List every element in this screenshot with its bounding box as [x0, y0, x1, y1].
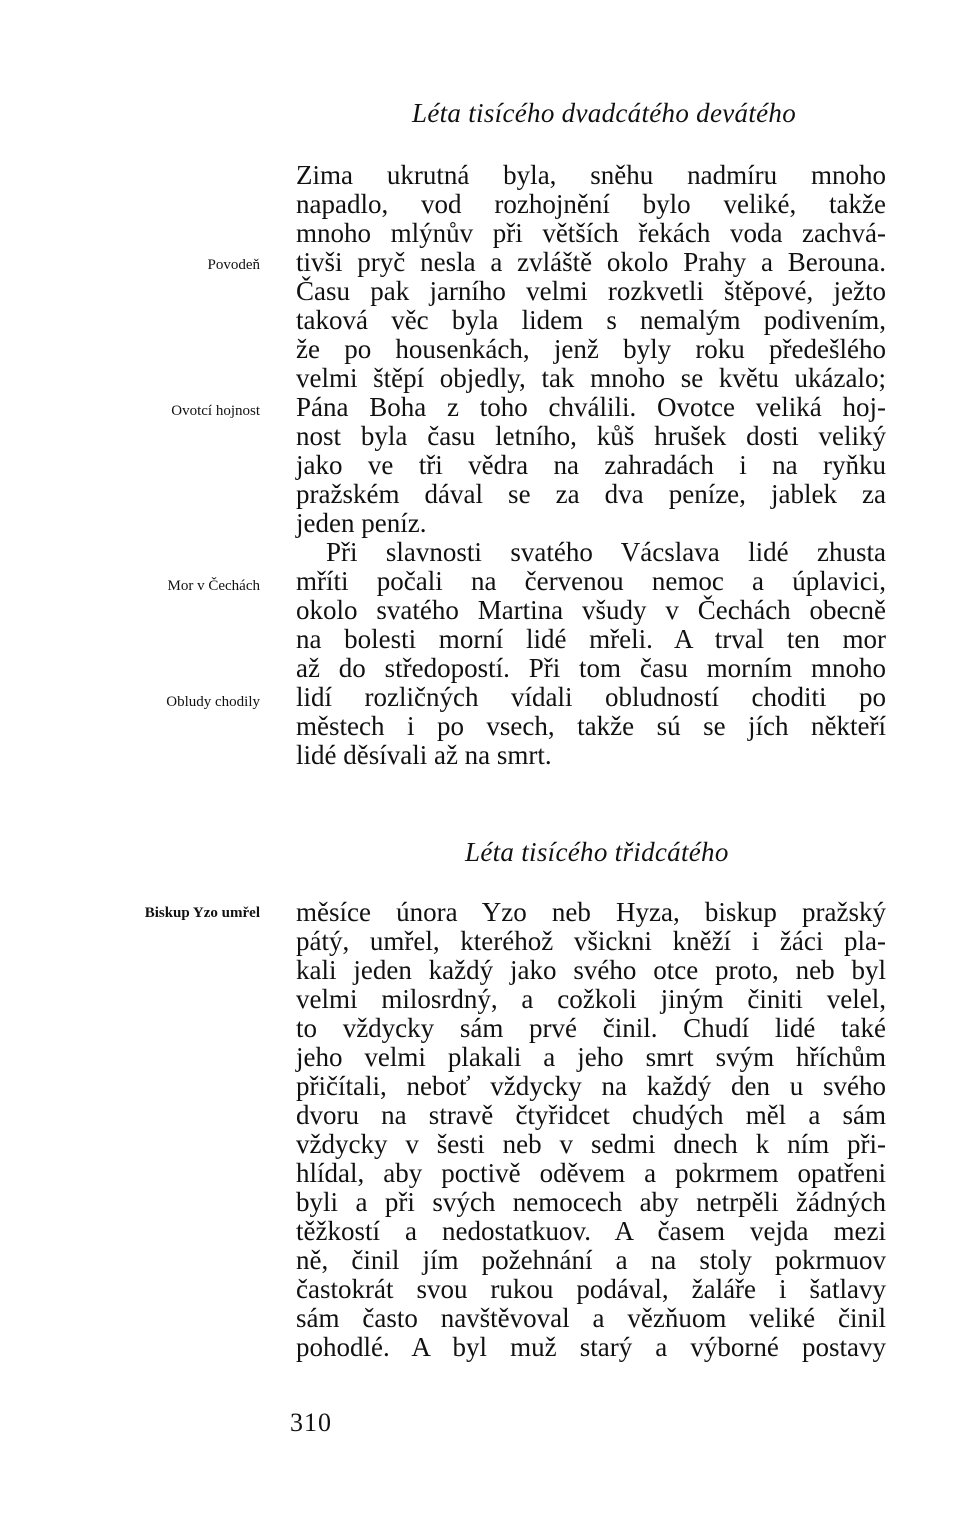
text-line: dvoru na stravě čtyřidcet chudých měl a sám — [296, 1100, 886, 1130]
text-line: taková věc byla lidem s nemalým podivením, — [296, 305, 886, 335]
margin-note-ovotci-hojnost: Ovotcí hojnost — [171, 403, 260, 419]
text-line: častokrát svou rukou podával, žaláře i šatlavy — [296, 1274, 886, 1304]
text-line: kali jeden každý jako svého otce proto, neb byl — [296, 955, 886, 985]
text-line: nost byla času letního, kůš hrušek dosti veliký — [296, 421, 886, 451]
text-line: pohodlé. A byl muž starý a výborné postavy — [296, 1332, 886, 1362]
text-line: těžkostí a nedostatkuov. A časem vejda mezi — [296, 1216, 886, 1246]
text-line: velmi štěpí objedly, tak mnoho se květu ukázalo; — [296, 363, 886, 393]
text-line: jeho velmi plakali a jeho smrt svým hříchům — [296, 1042, 886, 1072]
text-line: okolo svatého Martina všudy v Čechách obecně — [296, 595, 886, 625]
text-line: napadlo, vod rozhojnění bylo veliké, takže — [296, 189, 886, 219]
margin-note-obludy: Obludy chodily — [166, 694, 260, 710]
text-line: velmi milosrdný, a cožkoli jiným činiti velel, — [296, 984, 886, 1014]
text-line: hlídal, aby poctivě oděvem a pokrmem opatřeni — [296, 1158, 886, 1188]
text-line: jeden peníz. — [296, 508, 427, 538]
text-line: byli a při svých nemocech aby netrpěli žádných — [296, 1187, 886, 1217]
text-line: mříti počali na červenou nemoc a úplavici, — [296, 566, 886, 596]
text-line: městech i po vsech, takže sú se jích někteří — [296, 711, 886, 741]
section-heading-1030: Léta tisícého třidcátého — [465, 837, 729, 867]
text-line: Času pak jarního velmi rozkvetli štěpové, ježto — [296, 276, 886, 306]
text-line: měsíce února Yzo neb Hyza, biskup pražský — [296, 897, 886, 927]
text-line: sám často navštěvoval a vězňuom veliké činil — [296, 1303, 886, 1333]
text-line: že po housenkách, jenž byly roku předešlého — [296, 334, 886, 364]
text-line: ně, činil jím požehnání a na stoly pokrmuov — [296, 1245, 886, 1275]
text-line: na bolesti morní lidé mřeli. A trval ten mor — [296, 624, 886, 654]
text-line: vždycky v šesti neb v sedmi dnech k ním při- — [296, 1129, 886, 1159]
margin-note-povoden: Povodeň — [207, 257, 260, 273]
margin-note-biskup: Biskup Yzo umřel — [144, 905, 260, 921]
text-line: mnoho mlýnův při větších řekách voda zachvá- — [296, 218, 886, 248]
text-line: Při slavnosti svatého Vácslava lidé zhusta — [326, 537, 886, 567]
text-line: lidé děsívali až na smrt. — [296, 740, 552, 770]
text-line: pražském dával se za dva peníze, jablek za — [296, 479, 886, 509]
text-line: tivši pryč nesla a zvláště okolo Prahy a Berouna. — [296, 247, 886, 277]
text-line: Pána Boha z toho chválili. Ovotce veliká hoj- — [296, 392, 886, 422]
page-number: 310 — [290, 1408, 332, 1437]
margin-note-mor: Mor v Čechách — [167, 578, 260, 594]
text-line: lidí rozličných vídali obludností choditi po — [296, 682, 886, 712]
section-heading-1029: Léta tisícého dvadcátého devátého — [412, 98, 797, 128]
text-line: přičítali, neboť vždycky na každý den u svého — [296, 1071, 886, 1101]
text-line: to vždycky sám prvé činil. Chudí lidé také — [296, 1013, 886, 1043]
text-line: až do středopostí. Při tom času morním mnoho — [296, 653, 886, 683]
text-line: Zima ukrutná byla, sněhu nadmíru mnoho — [296, 160, 886, 190]
text-line: jako ve tři vědra na zahradách i na ryňku — [296, 450, 886, 480]
text-line: pátý, umřel, kteréhož všickni kněží i žáci pla- — [296, 926, 886, 956]
